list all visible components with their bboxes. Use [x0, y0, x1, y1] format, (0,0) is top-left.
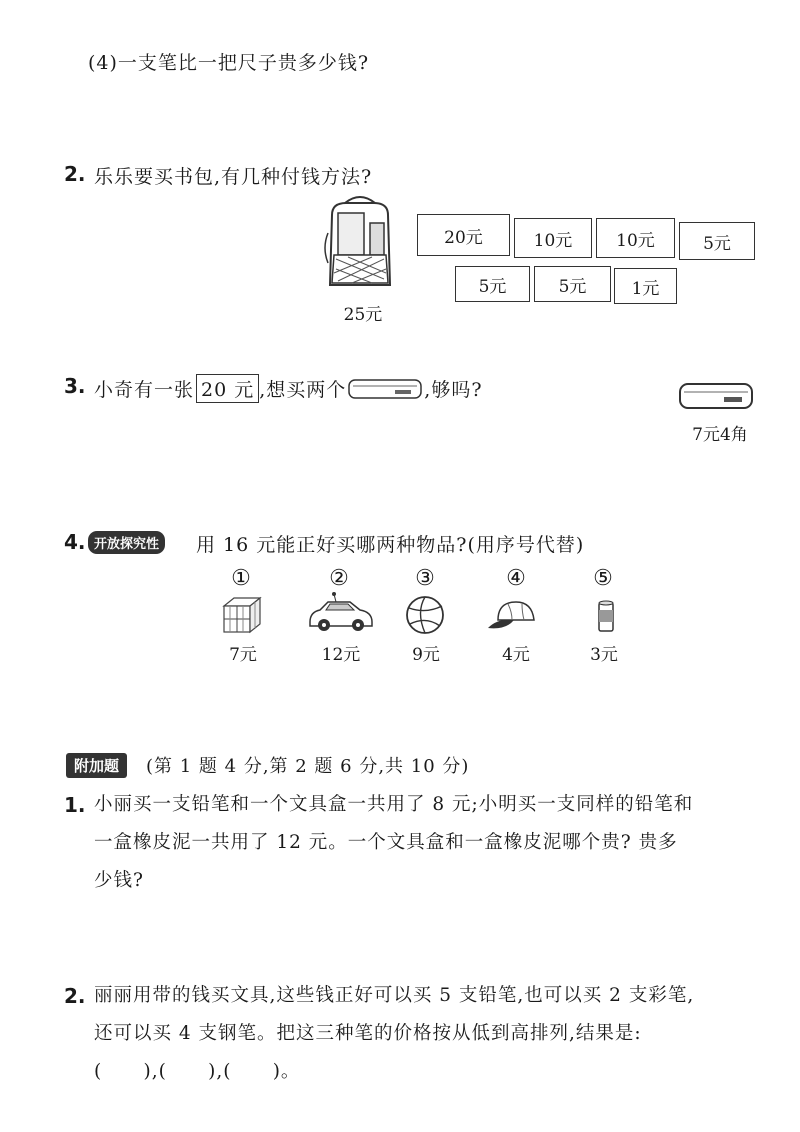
- bonus-2-line: 丽丽用带的钱买文具,这些钱正好可以买 5 支铅笔,也可以买 2 支彩笔,: [94, 985, 695, 1006]
- question-4-number: 4.: [64, 530, 86, 554]
- bonus-1-number: 1.: [64, 793, 86, 817]
- bonus-1-line: 一盒橡皮泥一共用了 12 元。一个文具盒和一盒橡皮泥哪个贵? 贵多: [94, 832, 678, 853]
- item-price: 12元: [321, 645, 361, 665]
- toy-car-icon: [306, 592, 376, 634]
- item-index: ③: [415, 566, 435, 591]
- item-price: 4元: [502, 645, 530, 665]
- bonus-1-line: 少钱?: [94, 870, 144, 891]
- bill-5: 5元: [534, 266, 611, 302]
- question-3-number: 3.: [64, 374, 86, 398]
- item-index: ⑤: [593, 566, 613, 591]
- open-inquiry-tag: 开放探究性: [88, 531, 165, 554]
- bonus-2-line: 还可以买 4 支钢笔。把这三种笔的价格按从低到高排列,结果是:: [94, 1023, 642, 1044]
- bill-10: 10元: [514, 218, 592, 258]
- backpack-price: 25元: [343, 305, 383, 325]
- bonus-1-text: [94, 786, 784, 900]
- question-3-text-b: ,想买两个: [259, 379, 347, 401]
- question-2-text: 乐乐要买书包,有几种付钱方法?: [94, 166, 373, 188]
- bill-1: 1元: [614, 268, 677, 304]
- answer-blanks[interactable]: ( ),( ),( )。: [94, 1061, 301, 1082]
- bill-5: 5元: [679, 222, 755, 260]
- question-3-text-a: 小奇有一张: [94, 379, 195, 401]
- bill-20: 20元: [417, 214, 510, 256]
- bill-5: 5元: [455, 266, 530, 302]
- volleyball-icon: [404, 594, 446, 636]
- pencil-case-icon: [347, 376, 423, 402]
- backpack-icon: [320, 193, 400, 293]
- question-2-number: 2.: [64, 162, 86, 186]
- item-index: ②: [329, 566, 349, 591]
- can-icon: [596, 600, 616, 634]
- question-3-text-c: ,够吗?: [424, 379, 483, 401]
- item-index: ④: [506, 566, 526, 591]
- item-price: 9元: [412, 645, 440, 665]
- item-index: ①: [231, 566, 251, 591]
- bonus-2-text: [94, 977, 784, 1091]
- pencil-case-price: 7元4角: [692, 425, 748, 445]
- bonus-2-number: 2.: [64, 984, 86, 1008]
- pencil-case-icon: [676, 378, 756, 414]
- question-3-bill: 20 元: [196, 374, 259, 403]
- item-price: 7元: [229, 645, 257, 665]
- bonus-1-line: 小丽买一支铅笔和一个文具盒一共用了 8 元;小明买一支同样的铅笔和: [94, 794, 694, 815]
- question-4-text: 用 16 元能正好买哪两种物品?(用序号代替): [196, 534, 585, 556]
- bonus-tag: 附加题: [66, 753, 127, 778]
- cap-icon: [486, 598, 542, 634]
- question-1-4: (4)一支笔比一把尺子贵多少钱?: [88, 52, 370, 74]
- bonus-header: (第 1 题 4 分,第 2 题 6 分,共 10 分): [146, 756, 470, 777]
- bill-10: 10元: [596, 218, 675, 258]
- item-price: 3元: [590, 645, 618, 665]
- gift-box-icon: [220, 594, 264, 634]
